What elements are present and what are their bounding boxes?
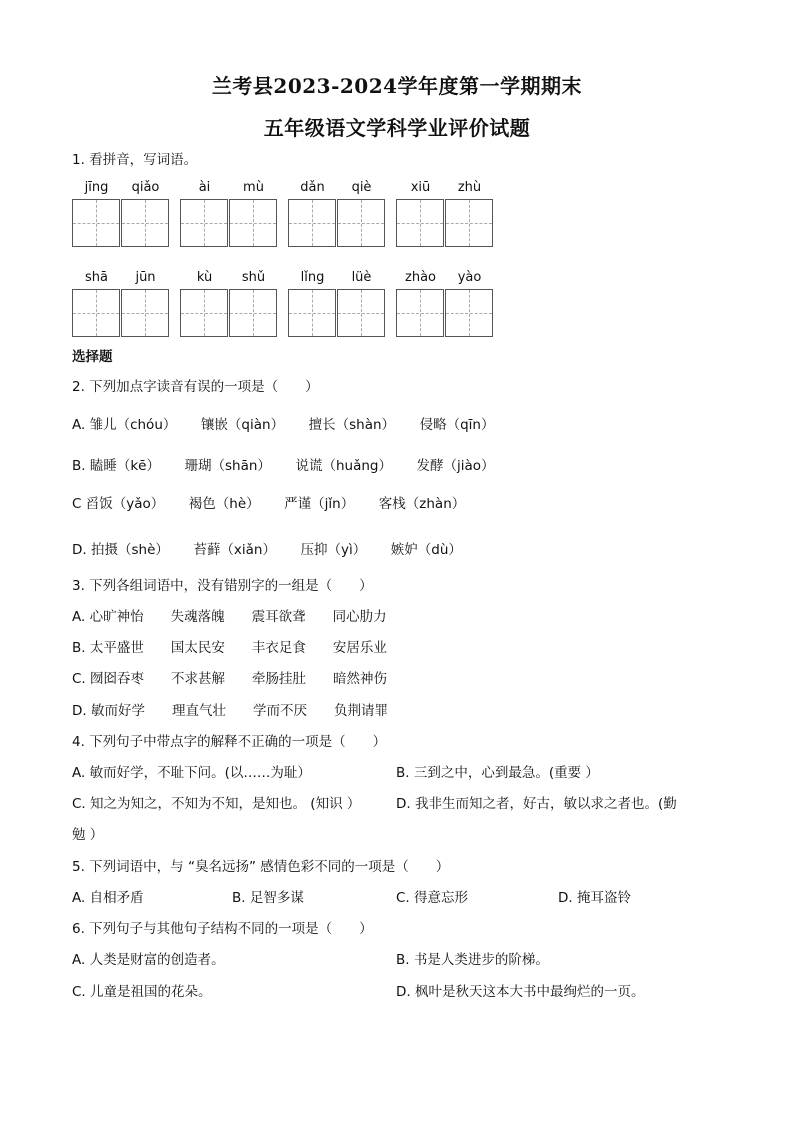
pinyin-label: lüè <box>351 270 372 285</box>
pinyin-label: jīng <box>84 180 109 195</box>
exam-title-line2: 五年级语文学科学业评价试题 <box>263 116 531 140</box>
writing-cell[interactable] <box>229 289 277 337</box>
q5-option-c[interactable]: C. 得意忘形 <box>396 890 469 906</box>
writing-cell[interactable] <box>396 289 444 337</box>
writing-cell[interactable] <box>72 289 120 337</box>
q4-option-a[interactable]: A. 敏而好学，不耻下问。(以……为耻） <box>72 765 311 781</box>
writing-cell[interactable] <box>396 199 444 247</box>
q5-option-b[interactable]: B. 足智多谋 <box>232 890 304 906</box>
exam-title-line1: 兰考县2023-2024学年度第一学期期末 <box>211 74 583 98</box>
q1-prompt: 1. 看拼音，写词语。 <box>72 152 198 168</box>
pinyin-label: qiǎo <box>131 180 160 195</box>
pinyin-label: kù <box>196 270 213 285</box>
pinyin-grid-row-1 <box>72 180 512 270</box>
pinyin-label: qiè <box>351 180 372 195</box>
word-box <box>288 180 386 248</box>
writing-cell[interactable] <box>72 199 120 247</box>
pinyin-label: shā <box>85 270 108 285</box>
q2-option-d[interactable]: D. 拍摄（shè） 苔藓（xiǎn） 压抑（yì） 嫉妒（dù） <box>72 542 462 558</box>
writing-cell[interactable] <box>288 199 336 247</box>
q5-option-d[interactable]: D. 掩耳盗铃 <box>558 890 631 906</box>
word-box <box>180 270 278 338</box>
q5-prompt: 5. 下列词语中，与 “臭名远扬” 感情色彩不同的一项是（ ） <box>72 859 450 875</box>
word-box <box>72 180 170 248</box>
q4-option-c[interactable]: C. 知之为知之，不知为不知，是知也。 (知识 ） <box>72 796 361 812</box>
q3-option-c[interactable]: C. 囫囵吞枣 不求甚解 牵肠挂肚 暗然神伤 <box>72 671 388 687</box>
writing-cell[interactable] <box>229 199 277 247</box>
pinyin-label: zhù <box>457 180 482 195</box>
q3-option-a[interactable]: A. 心旷神怡 失魂落魄 震耳欲聋 同心肋力 <box>72 609 387 625</box>
pinyin-label: lǐng <box>300 270 325 285</box>
writing-cell[interactable] <box>121 289 169 337</box>
word-box <box>396 270 494 338</box>
q4-option-d-continued: 勉 ） <box>72 827 104 843</box>
word-box <box>396 180 494 248</box>
pinyin-label: xiū <box>410 180 431 195</box>
q5-option-a[interactable]: A. 自相矛盾 <box>72 890 144 906</box>
q6-option-c[interactable]: C. 儿童是祖国的花朵。 <box>72 984 212 1000</box>
writing-cell[interactable] <box>180 199 228 247</box>
q6-option-b[interactable]: B. 书是人类进步的阶梯。 <box>396 952 549 968</box>
word-box <box>72 270 170 338</box>
q6-option-d[interactable]: D. 枫叶是秋天这本大书中最绚烂的一页。 <box>396 984 645 1000</box>
pinyin-label: shǔ <box>241 270 266 285</box>
word-box <box>288 270 386 338</box>
q4-option-b[interactable]: B. 三到之中，心到最急。(重要 ） <box>396 765 599 781</box>
q2-option-c[interactable]: C 舀饭（yǎo） 褐色（hè） 严谨（jǐn） 客栈（zhàn） <box>72 496 466 512</box>
pinyin-label: yào <box>457 270 482 285</box>
writing-cell[interactable] <box>337 199 385 247</box>
q3-option-b[interactable]: B. 太平盛世 国太民安 丰衣足食 安居乐业 <box>72 640 387 656</box>
pinyin-label: jūn <box>135 270 156 285</box>
writing-cell[interactable] <box>445 199 493 247</box>
pinyin-label: zhào <box>405 270 436 285</box>
section-heading: 选择题 <box>72 349 113 365</box>
pinyin-label: mù <box>243 180 264 195</box>
q2-prompt: 2. 下列加点字读音有误的一项是（ ） <box>72 379 319 395</box>
writing-cell[interactable] <box>337 289 385 337</box>
pinyin-label: ài <box>198 180 211 195</box>
pinyin-label: dǎn <box>300 180 325 195</box>
writing-cell[interactable] <box>121 199 169 247</box>
writing-cell[interactable] <box>180 289 228 337</box>
q4-option-d[interactable]: D. 我非生而知之者，好古，敏以求之者也。(勤 <box>396 796 677 812</box>
writing-cell[interactable] <box>288 289 336 337</box>
q2-option-b[interactable]: B. 瞌睡（kē） 珊瑚（shān） 说谎（huǎng） 发酵（jiào） <box>72 458 495 474</box>
q4-prompt: 4. 下列句子中带点字的解释不正确的一项是（ ） <box>72 734 387 750</box>
writing-cell[interactable] <box>445 289 493 337</box>
q2-option-a[interactable]: A. 雏儿（chóu） 镶嵌（qiàn） 擅长（shàn） 侵略（qīn） <box>72 417 495 433</box>
q3-option-d[interactable]: D. 敏而好学 理直气壮 学而不厌 负荆请罪 <box>72 703 388 719</box>
q6-option-a[interactable]: A. 人类是财富的创造者。 <box>72 952 225 968</box>
q6-prompt: 6. 下列句子与其他句子结构不同的一项是（ ） <box>72 921 373 937</box>
pinyin-grid-row-2 <box>72 270 512 360</box>
word-box <box>180 180 278 248</box>
q3-prompt: 3. 下列各组词语中，没有错别字的一组是（ ） <box>72 578 373 594</box>
